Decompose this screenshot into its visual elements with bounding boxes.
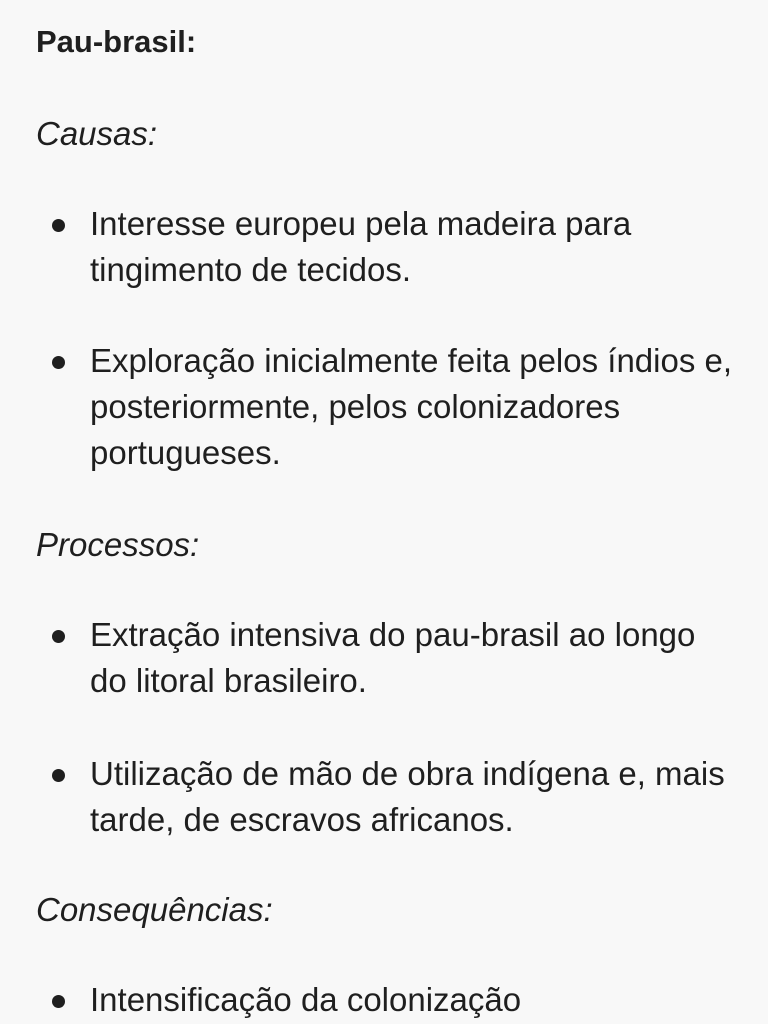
- list-item-text: Exploração inicialmente feita pelos índios e, posteriormente, pelos colonizadores portugueses.: [90, 342, 733, 471]
- list-item-text: Extração intensiva do pau-brasil ao longo do litoral brasileiro.: [90, 616, 696, 699]
- page-title: Pau-brasil:: [36, 24, 197, 59]
- section-heading-consequencias: Consequências:: [36, 891, 273, 928]
- section-heading-causas: Causas:: [36, 115, 158, 152]
- bullet-icon: [52, 995, 65, 1008]
- bullet-icon: [52, 219, 65, 232]
- list-item-text: Interesse europeu pela madeira para tingimento de tecidos.: [90, 205, 632, 288]
- list-item-text: Utilização de mão de obra indígena e, mais tarde, de escravos africanos.: [90, 755, 725, 838]
- bullet-icon: [52, 356, 65, 369]
- list-item-text: Intensificação da colonização: [90, 981, 522, 1018]
- bullet-icon: [52, 769, 65, 782]
- section-heading-processos: Processos:: [36, 526, 200, 563]
- bullet-icon: [52, 630, 65, 643]
